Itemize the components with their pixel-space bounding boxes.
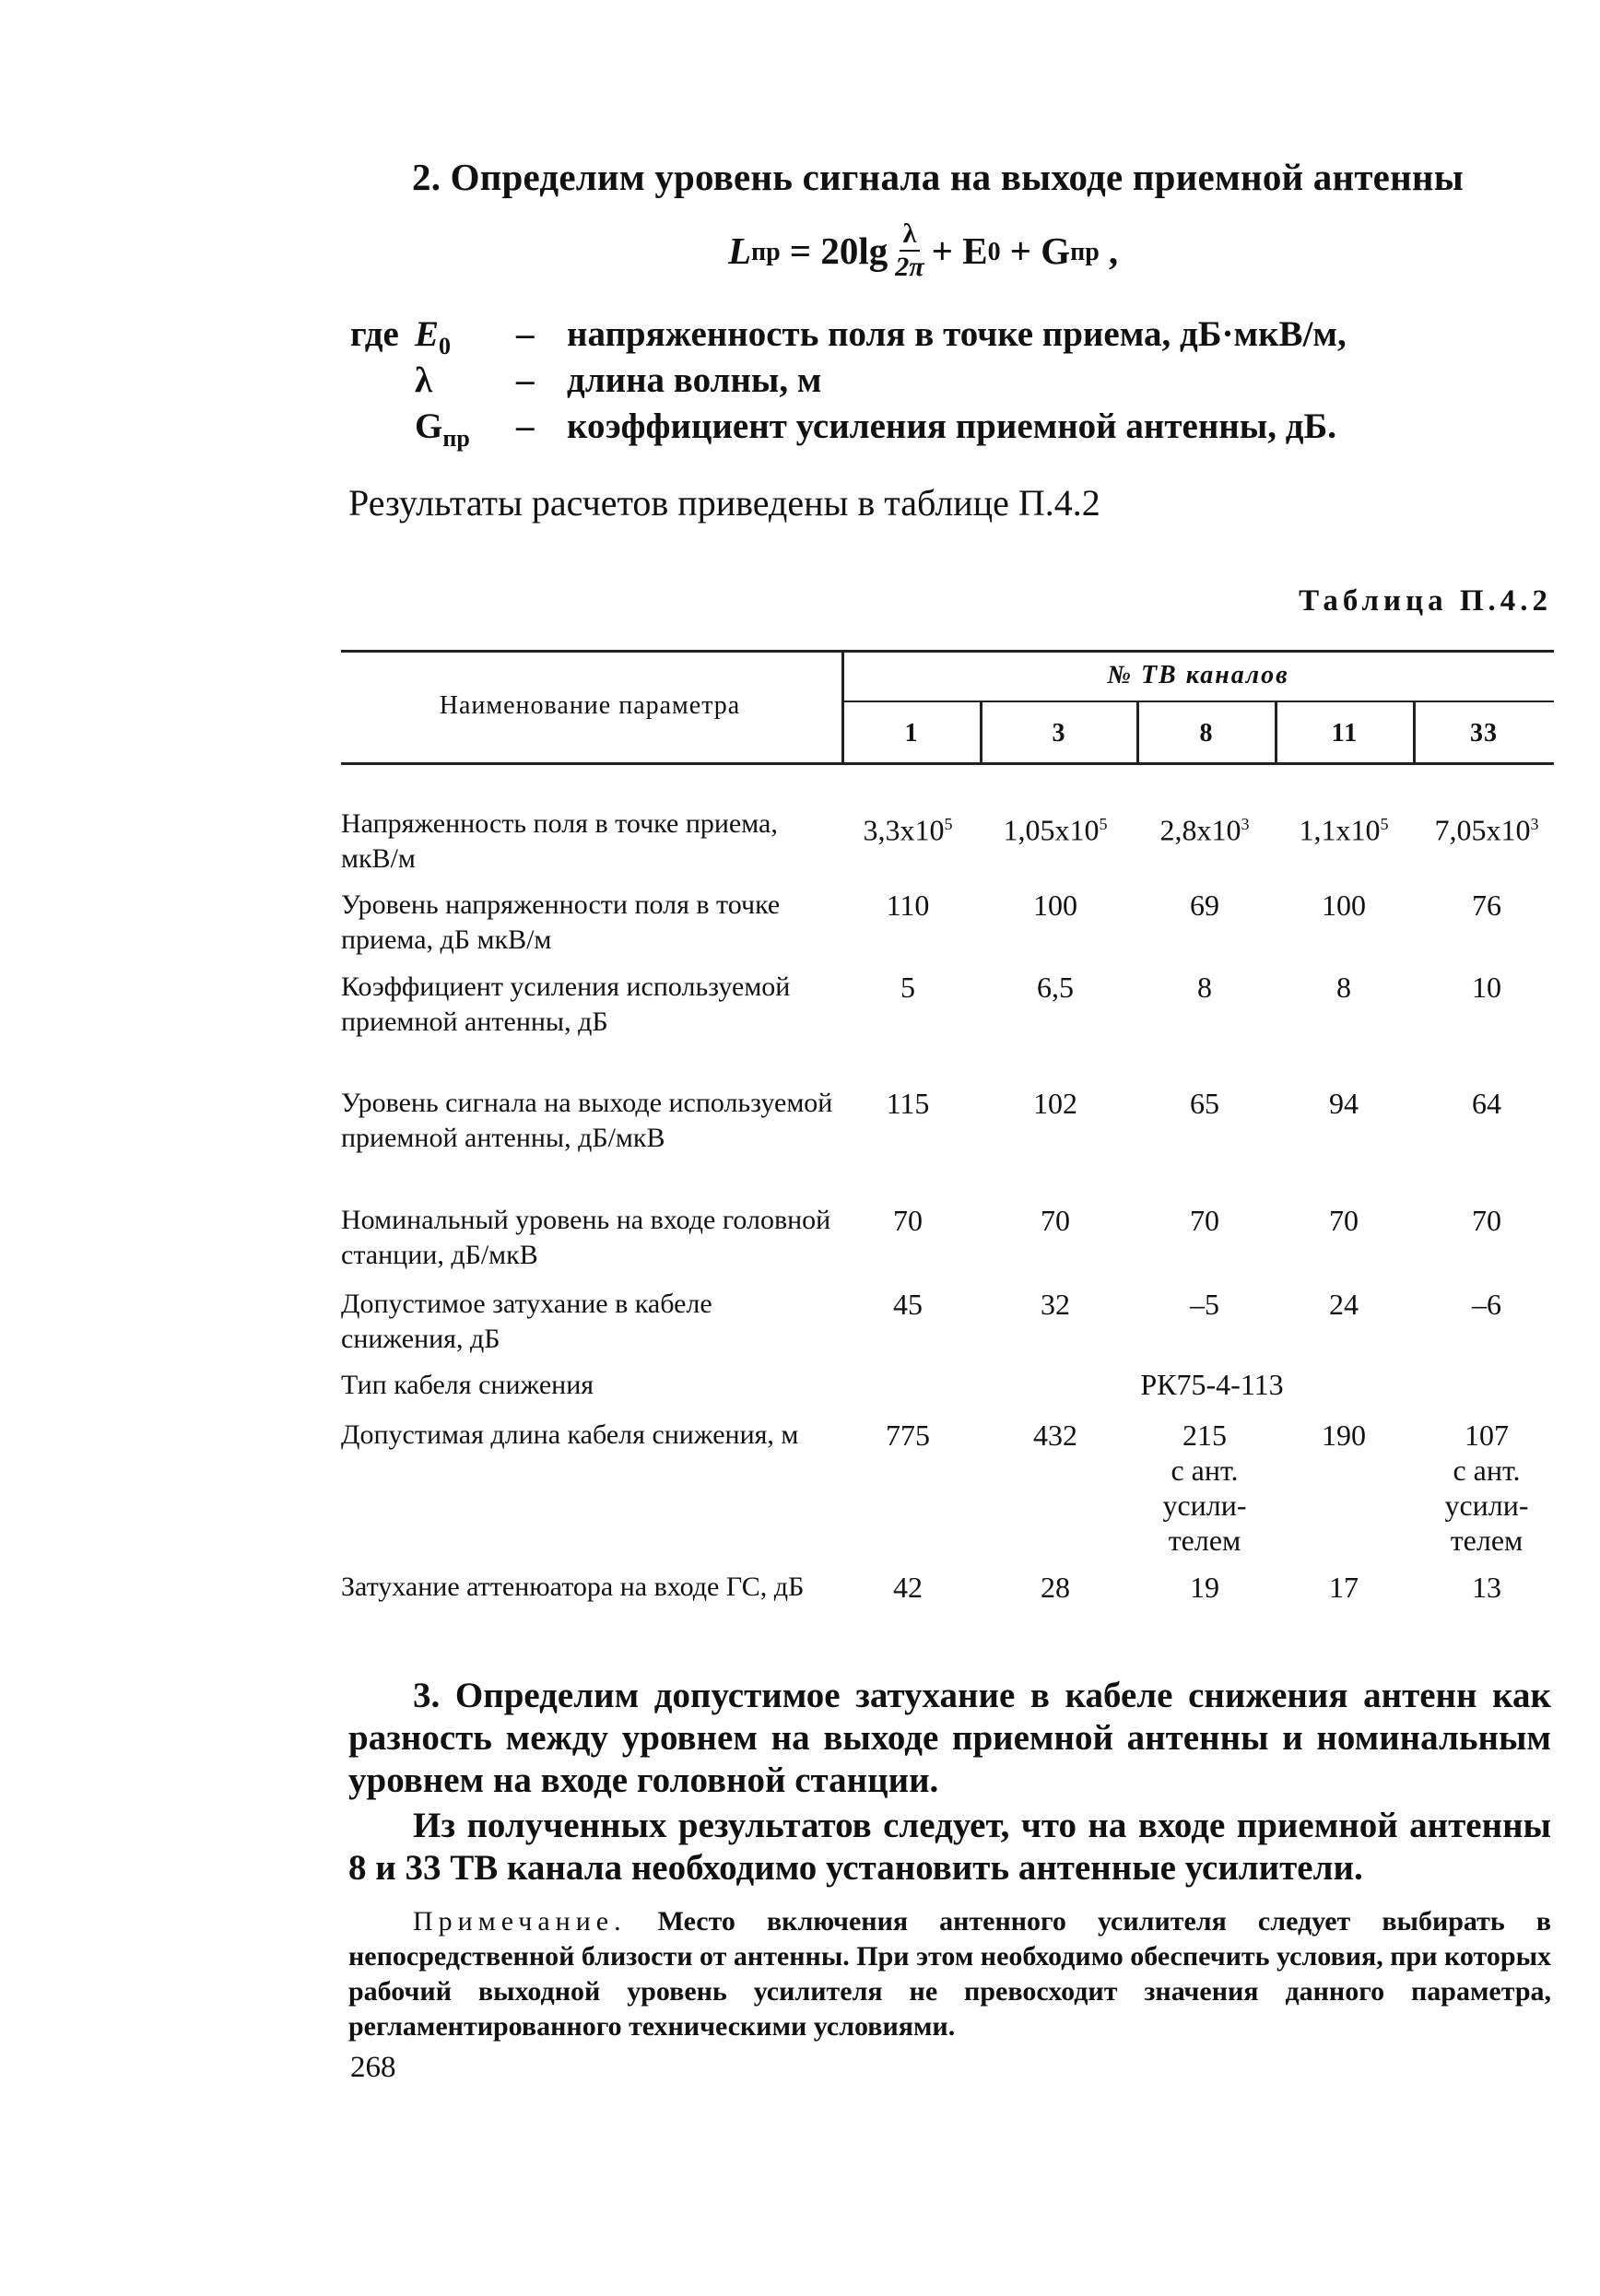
table-cell: 8 bbox=[1336, 971, 1351, 1004]
formula bbox=[728, 214, 1118, 288]
table-row-label: Допустимая длина кабеля снижения, м bbox=[341, 1419, 799, 1450]
definition-text: коэффициент усиления приемной антенны, дБ. bbox=[567, 406, 1336, 446]
table-row-label: Допустимое затухание в кабеле снижения, дБ bbox=[341, 1289, 712, 1354]
table-cell: 69 bbox=[1190, 889, 1219, 922]
definition-symbol: $E_0$ bbox=[415, 314, 452, 359]
table-cell: 94 bbox=[1329, 1087, 1359, 1120]
formula-g-term: + G bbox=[1009, 230, 1071, 272]
formula-g-sub: пр bbox=[1070, 238, 1100, 266]
table-row-label: Коэффициент усиления используемой приемной антенны, дБ bbox=[341, 971, 791, 1037]
table-cell: 64 bbox=[1472, 1087, 1501, 1120]
formula-fraction-denominator: 2π bbox=[895, 252, 924, 282]
definition-text: длина волны, м bbox=[567, 360, 822, 400]
paragraph-conclusion: Из полученных результатов следует, что на входе приемной антенны 8 и 33 ТВ канала необходимо установить антенные усилители. bbox=[348, 1806, 1551, 1888]
table-cell: $1,05x10^5$ bbox=[1003, 813, 1108, 847]
table-row-label: Затухание аттенюатора на входе ГС, дБ bbox=[341, 1572, 805, 1602]
table-cell: 19 bbox=[1190, 1571, 1219, 1604]
table-header-bottom-rule bbox=[341, 762, 1554, 765]
table-cell: 5 bbox=[900, 971, 915, 1004]
table-cell: 10 bbox=[1472, 971, 1501, 1004]
table-cell: 8 bbox=[1197, 971, 1212, 1004]
table-cell: 215 с ант. усили- телем bbox=[1162, 1419, 1247, 1557]
table-cell: 432 bbox=[1033, 1419, 1077, 1452]
definition-item bbox=[350, 406, 1347, 452]
table-cell: 190 bbox=[1322, 1419, 1366, 1452]
formula-tail: , bbox=[1108, 230, 1119, 272]
table-header-channels: № ТВ каналов bbox=[1107, 661, 1289, 689]
formula-lhs: L bbox=[728, 230, 752, 272]
definition-dash: – bbox=[516, 360, 535, 400]
table-cell: 65 bbox=[1190, 1087, 1219, 1120]
table-row-label: Тип кабеля снижения bbox=[341, 1370, 594, 1400]
table-cell: 107 с ант. усили- телем bbox=[1444, 1419, 1529, 1557]
table-header-channel: 11 bbox=[1331, 719, 1359, 748]
section-heading: 2. Определим уровень сигнала на выходе приемной антенны bbox=[412, 156, 1464, 198]
table-row-label: Уровень сигнала на выходе используемой приемной антенны, дБ/мкВ bbox=[341, 1088, 833, 1153]
table-cell: 110 bbox=[886, 889, 930, 922]
table-cell: 76 bbox=[1472, 889, 1501, 922]
table-header-channel: 8 bbox=[1199, 719, 1214, 748]
table-header-param: Наименование параметра bbox=[439, 691, 741, 720]
definition-prefix: где bbox=[350, 314, 399, 354]
definition-item bbox=[350, 313, 1347, 359]
table-row-label: Уровень напряженности поля в точке приема, дБ мкВ/м bbox=[341, 889, 781, 955]
note-label: Примечание. bbox=[413, 1906, 627, 1937]
table-cell: 775 bbox=[886, 1419, 930, 1452]
table-header-channel: 1 bbox=[904, 719, 919, 748]
formula-log-term: = 20lg bbox=[789, 230, 888, 272]
definition-symbol: $G_{пр}$ bbox=[415, 406, 470, 452]
table-cell: 24 bbox=[1329, 1288, 1359, 1321]
table-cell: $1,1x10^5$ bbox=[1299, 813, 1389, 847]
table-cell: 70 bbox=[1041, 1204, 1070, 1237]
table-header-channel: 33 bbox=[1470, 719, 1498, 748]
table-top-rule bbox=[341, 650, 1554, 653]
table-cell: 6,5 bbox=[1037, 971, 1074, 1004]
formula-fraction-numerator: λ bbox=[900, 218, 921, 252]
table-cell: 17 bbox=[1329, 1571, 1359, 1604]
table-cell: 32 bbox=[1041, 1288, 1070, 1321]
definition-symbol: λ bbox=[415, 360, 433, 400]
results-text: Результаты расчетов приведены в таблице П.4.2 bbox=[348, 482, 1100, 524]
definitions-list bbox=[350, 313, 1347, 452]
paragraph-attenuation: 3. Определим допустимое затухание в кабеле снижения антенн как разность между уровнем на выходе приемной антенны и номинальным уровнем на входе головной станции. bbox=[348, 1676, 1551, 1800]
table-cell: 100 bbox=[1322, 889, 1366, 922]
table-cell: 13 bbox=[1472, 1571, 1501, 1604]
table-cell: 70 bbox=[1190, 1204, 1219, 1237]
table-cell-cable-type: РК75-4-113 bbox=[1140, 1368, 1284, 1401]
table-cell: 115 bbox=[886, 1087, 930, 1120]
table-cell: –6 bbox=[1472, 1288, 1501, 1321]
table-cell: –5 bbox=[1190, 1288, 1219, 1321]
definition-item bbox=[350, 359, 1347, 406]
table-channels-rule bbox=[843, 701, 1554, 702]
table-cell: 100 bbox=[1033, 889, 1077, 922]
table-row-label: Напряженность поля в точке приема, мкВ/м bbox=[341, 808, 778, 874]
page-number: 268 bbox=[350, 2051, 396, 2084]
note bbox=[348, 1904, 1551, 2044]
table-cell: 42 bbox=[893, 1571, 923, 1604]
table-cell: 70 bbox=[893, 1204, 923, 1237]
formula-e-term: + E bbox=[931, 230, 988, 272]
table-title: Таблица П.4.2 bbox=[1299, 584, 1552, 618]
table-cell: $3,3x10^5$ bbox=[863, 813, 953, 847]
note-text: Место включения антенного усилителя следует выбирать в непосредственной близости от антенны. При этом необходимо обеспечить условия, при которых рабочий выходной уровень усилителя не превосходит значения данного параметра, регламентированного техническими условиями. bbox=[348, 1906, 1551, 2042]
table-cell: 45 bbox=[893, 1288, 923, 1321]
formula-e-sub: 0 bbox=[987, 238, 1001, 266]
definition-dash: – bbox=[516, 406, 535, 446]
table-header-channel: 3 bbox=[1052, 719, 1066, 748]
definition-dash: – bbox=[516, 314, 535, 354]
table-cell: $2,8x10^3$ bbox=[1159, 813, 1250, 847]
table-row-label: Номинальный уровень на входе головной станции, дБ/мкВ bbox=[341, 1205, 831, 1270]
formula-lhs-sub: пр bbox=[751, 238, 781, 266]
table-cell: 70 bbox=[1329, 1204, 1359, 1237]
table-cell: 70 bbox=[1472, 1204, 1501, 1237]
table-cell: $7,05x10^3$ bbox=[1434, 813, 1539, 847]
table-cell: 102 bbox=[1033, 1087, 1077, 1120]
table-cell: 28 bbox=[1041, 1571, 1070, 1604]
formula-fraction bbox=[895, 218, 924, 283]
definition-text: напряженность поля в точке приема, дБ·мкВ/м, bbox=[567, 314, 1347, 354]
